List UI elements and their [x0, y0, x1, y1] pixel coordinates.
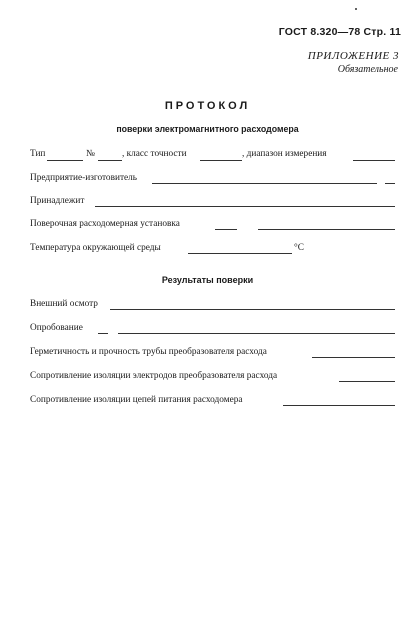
type-label: Тип	[30, 149, 46, 159]
manufacturer-field-line	[152, 183, 377, 184]
appendix-title: ПРИЛОЖЕНИЕ 3	[307, 50, 399, 62]
manufacturer-field-line-end	[385, 183, 395, 184]
result-item-testing: Опробование	[30, 323, 83, 333]
testing-field-line-start	[98, 333, 108, 334]
results-heading: Результаты поверки	[161, 275, 254, 285]
power-insulation-field-line	[283, 405, 395, 406]
result-item-tightness: Герметичность и прочность трубы преобразователя расхода	[30, 347, 267, 357]
manufacturer-label: Предприятие-изготовитель	[30, 173, 138, 183]
range-field-line	[353, 160, 395, 161]
installation-field-line	[215, 229, 237, 230]
electrode-insulation-field-line	[339, 381, 395, 382]
installation-field-line-2	[258, 229, 395, 230]
appendix-subtitle: Обязательное	[337, 64, 398, 75]
result-item-power-insulation: Сопротивление изоляции цепей питания расходомера	[30, 395, 243, 405]
corner-dot	[355, 8, 357, 10]
accuracy-label: , класс точности	[122, 149, 187, 159]
installation-label: Поверочная расходомерная установка	[30, 219, 180, 229]
belongs-label: Принадлежит	[30, 196, 85, 206]
protocol-title: ПРОТОКОЛ	[164, 100, 251, 112]
accuracy-field-line	[200, 160, 242, 161]
number-label: №	[86, 149, 95, 159]
gost-header: ГОСТ 8.320—78 Стр. 11	[278, 26, 401, 38]
temperature-field-line	[188, 253, 292, 254]
result-item-electrode-insulation: Сопротивление изоляции электродов преобразователя расхода	[30, 371, 278, 381]
protocol-subtitle: поверки электромагнитного расходомера	[116, 124, 299, 134]
number-field-line	[98, 160, 122, 161]
testing-field-line	[118, 333, 395, 334]
belongs-field-line	[95, 206, 395, 207]
range-label: , диапазон измерения	[242, 149, 327, 159]
result-item-inspection: Внешний осмотр	[30, 299, 98, 309]
type-field-line	[47, 160, 83, 161]
tightness-field-line	[312, 357, 395, 358]
inspection-field-line	[110, 309, 395, 310]
temperature-label: Температура окружающей среды	[30, 243, 161, 253]
temperature-unit: °С	[294, 243, 304, 253]
